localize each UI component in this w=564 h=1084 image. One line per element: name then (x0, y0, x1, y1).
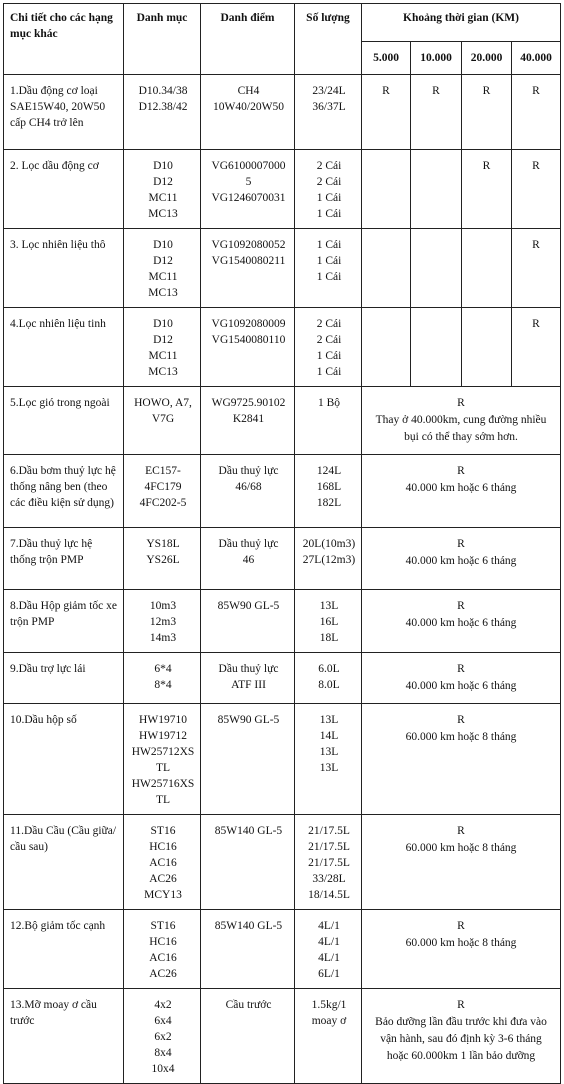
category-cell (124, 590, 201, 653)
header-km-40000: 40.000 (512, 42, 561, 75)
header-category: Danh mục (124, 4, 201, 75)
interval-note-line: 60.000 km hoặc 8 tháng (405, 731, 517, 743)
category-line: D12 (153, 176, 173, 188)
table-row (4, 229, 561, 308)
quantity-line: 13L (319, 714, 339, 726)
item-cell: 3. Lọc nhiên liệu thô (4, 229, 124, 308)
spec-line: Cầu trước (225, 999, 272, 1011)
interval-note-line: R (457, 663, 465, 675)
quantity-line: 1 Cái (316, 208, 342, 220)
category-line: HOWO, A7, (134, 397, 192, 409)
header-km-5000: 5.000 (362, 42, 411, 75)
quantity-line: 6.0L (318, 663, 340, 675)
spec-line: 5 (245, 176, 252, 188)
spec-line: 85W140 GL-5 (214, 825, 283, 837)
category-line: 6x4 (154, 1015, 172, 1027)
category-line: 4x2 (154, 999, 172, 1011)
category-line: AC26 (149, 873, 177, 885)
spec-line: CH4 (237, 85, 260, 97)
spec-line: VG6100007000 (211, 160, 286, 172)
category-line: D10 (153, 239, 173, 251)
table-row (4, 75, 561, 150)
category-line: 4FC202-5 (139, 497, 187, 509)
spec-cell (201, 704, 295, 815)
spec-cell (201, 150, 295, 229)
category-line: TL (155, 794, 171, 806)
spec-cell (201, 590, 295, 653)
category-line: D12 (153, 334, 173, 346)
category-line: EC157- (145, 465, 181, 477)
table-row (4, 989, 561, 1084)
interval-mark-cell (411, 308, 462, 387)
spec-cell (201, 653, 295, 704)
item-cell: 1.Dầu động cơ loại SAE15W40, 20W50 cấp CH4 trở lên (4, 75, 124, 150)
interval-mark-cell: R (362, 75, 411, 150)
item-cell: 8.Dầu Hộp giảm tốc xe trộn PMP (4, 590, 124, 653)
quantity-cell (295, 150, 362, 229)
category-line: 8*4 (154, 679, 172, 691)
interval-note-line: R (457, 538, 465, 550)
category-line: 14m3 (149, 632, 177, 644)
spec-line: VG1540080110 (211, 334, 286, 346)
item-cell: 10.Dầu hộp số (4, 704, 124, 815)
quantity-line: 23/24L (312, 85, 346, 97)
interval-mark-cell (462, 308, 512, 387)
item-cell: 4.Lọc nhiên liệu tinh (4, 308, 124, 387)
category-cell (124, 815, 201, 910)
quantity-line: 2 Cái (316, 160, 342, 172)
spec-line: 46/68 (235, 481, 262, 493)
spec-cell (201, 455, 295, 528)
header-km-20000: 20.000 (462, 42, 512, 75)
category-line: HW25712XS (131, 746, 195, 758)
category-line: 12m3 (149, 616, 177, 628)
interval-mark-cell (362, 308, 411, 387)
interval-note-line: 40.000 km hoặc 6 tháng (405, 555, 517, 567)
table-row (4, 815, 561, 910)
category-line: 6*4 (154, 663, 172, 675)
item-cell: 13.Mỡ moay ơ cầu trước (4, 989, 124, 1084)
interval-note-line: 40.000 km hoặc 6 tháng (405, 482, 517, 494)
quantity-line: 13L (319, 746, 339, 758)
quantity-line: 18/14.5L (308, 889, 350, 901)
table-row (4, 455, 561, 528)
header-row (4, 4, 561, 42)
category-line: MCY13 (144, 889, 182, 901)
quantity-cell (295, 387, 362, 455)
spec-line: WG9725.90102 (211, 397, 286, 409)
quantity-line: 14L (319, 730, 339, 742)
category-line: HW25716XS (131, 778, 195, 790)
interval-note-cell (362, 528, 561, 590)
spec-line: Dầu thuỷ lực (218, 663, 279, 675)
spec-line: VG1092080009 (211, 318, 286, 330)
category-line: MC13 (148, 366, 178, 378)
category-line: 10m3 (149, 600, 177, 612)
table-row (4, 308, 561, 387)
quantity-line: 1 Bộ (317, 397, 341, 409)
quantity-cell (295, 229, 362, 308)
category-line: 6x2 (154, 1031, 172, 1043)
quantity-line: 27L(12m3) (302, 554, 356, 566)
category-line: HC16 (149, 841, 177, 853)
header-item: Chi tiết cho các hạng mục khác (4, 4, 124, 75)
interval-note-line: 60.000 km hoặc 8 tháng (405, 842, 517, 854)
category-cell (124, 989, 201, 1084)
category-cell (124, 910, 201, 989)
table-row (4, 387, 561, 455)
interval-note-cell (362, 910, 561, 989)
category-line: MC11 (148, 271, 178, 283)
quantity-line: 1 Cái (316, 255, 342, 267)
interval-note-line: 40.000 km hoặc 6 tháng (405, 680, 517, 692)
interval-note-cell (362, 455, 561, 528)
spec-line: ATF III (231, 679, 266, 691)
interval-mark-cell: R (512, 308, 561, 387)
interval-note-line: Bảo dưỡng lần đầu trước khi đưa vào (375, 1016, 547, 1028)
quantity-line: 1 Cái (316, 192, 342, 204)
quantity-cell (295, 308, 362, 387)
table-row (4, 590, 561, 653)
quantity-line: 8.0L (318, 679, 340, 691)
quantity-line: 36/37L (312, 101, 346, 113)
interval-note-line: R (457, 397, 465, 409)
interval-note-cell (362, 704, 561, 815)
category-line: TL (155, 762, 171, 774)
item-cell: 9.Dầu trợ lực lái (4, 653, 124, 704)
spec-line: 85W90 GL-5 (217, 600, 280, 612)
header-interval: Khoảng thời gian (KM) (362, 4, 561, 42)
item-cell: 7.Dầu thuỷ lực hệ thống trộn PMP (4, 528, 124, 590)
interval-note-line: bụi có thể thay sớm hơn. (404, 431, 518, 443)
category-line: D12.38/42 (138, 101, 188, 113)
spec-line: VG1540080211 (211, 255, 286, 267)
category-line: ST16 (150, 825, 176, 837)
category-cell (124, 455, 201, 528)
category-cell (124, 75, 201, 150)
quantity-line: 2 Cái (316, 318, 342, 330)
spec-line: VG1246070031 (211, 192, 286, 204)
quantity-cell (295, 989, 362, 1084)
interval-mark-cell: R (462, 150, 512, 229)
interval-note-cell (362, 590, 561, 653)
quantity-cell (295, 528, 362, 590)
interval-mark-cell: R (512, 229, 561, 308)
spec-line: VG1092080052 (211, 239, 286, 251)
interval-mark-cell: R (411, 75, 462, 150)
category-line: HC16 (149, 936, 177, 948)
spec-cell (201, 308, 295, 387)
quantity-line: 182L (316, 497, 342, 509)
interval-note-line: R (457, 999, 465, 1011)
spec-line: Dầu thuỷ lực (218, 465, 279, 477)
quantity-cell (295, 815, 362, 910)
item-cell: 11.Dầu Cầu (Cầu giữa/ cầu sau) (4, 815, 124, 910)
category-line: YS18L (146, 538, 180, 550)
quantity-line: 168L (316, 481, 342, 493)
quantity-line: 21/17.5L (308, 857, 350, 869)
spec-line: 10W40/20W50 (213, 101, 284, 113)
spec-cell (201, 528, 295, 590)
quantity-line: 1 Cái (316, 271, 342, 283)
spec-line: 85W90 GL-5 (217, 714, 280, 726)
interval-note-line: hoặc 60.000km 1 lần bảo dưỡng (386, 1050, 536, 1062)
quantity-line: 2 Cái (316, 334, 342, 346)
quantity-line: 18L (319, 632, 339, 644)
interval-mark-cell: R (512, 75, 561, 150)
table-row (4, 150, 561, 229)
interval-mark-cell: R (462, 75, 512, 150)
interval-note-cell (362, 387, 561, 455)
item-cell: 2. Lọc dầu động cơ (4, 150, 124, 229)
quantity-cell (295, 75, 362, 150)
category-line: D12 (153, 255, 173, 267)
quantity-cell (295, 455, 362, 528)
spec-line: K2841 (232, 413, 265, 425)
item-cell: 6.Dầu bơm thuỷ lực hệ thống nâng ben (theo các điều kiện sử dụng) (4, 455, 124, 528)
quantity-line: 6L/1 (318, 968, 340, 980)
interval-mark-cell (411, 229, 462, 308)
quantity-cell (295, 653, 362, 704)
category-cell (124, 229, 201, 308)
category-line: AC16 (149, 857, 177, 869)
interval-note-cell (362, 815, 561, 910)
quantity-line: 124L (316, 465, 342, 477)
interval-note-line: R (457, 465, 465, 477)
category-cell (124, 308, 201, 387)
table-row (4, 528, 561, 590)
spec-line: Dầu thuỷ lực (218, 538, 279, 550)
interval-note-line: R (457, 714, 465, 726)
interval-mark-cell (411, 150, 462, 229)
interval-note-line: 40.000 km hoặc 6 tháng (405, 617, 517, 629)
header-spec: Danh điểm (201, 4, 295, 75)
quantity-line: 1 Cái (316, 239, 342, 251)
quantity-line: 13L (319, 762, 339, 774)
category-line: D10 (153, 160, 173, 172)
category-line: MC13 (148, 287, 178, 299)
quantity-cell (295, 590, 362, 653)
category-cell (124, 150, 201, 229)
category-line: 4FC179 (144, 481, 182, 493)
interval-mark-cell (362, 150, 411, 229)
category-line: D10 (153, 318, 173, 330)
maintenance-table (3, 3, 561, 1084)
quantity-line: 1 Cái (316, 366, 342, 378)
quantity-line: 16L (319, 616, 339, 628)
interval-mark-cell: R (512, 150, 561, 229)
interval-note-line: R (457, 920, 465, 932)
quantity-line: 1.5kg/1 (311, 999, 347, 1011)
interval-note-cell (362, 989, 561, 1084)
table-row (4, 653, 561, 704)
spec-cell (201, 75, 295, 150)
category-line: V7G (151, 413, 175, 425)
table-row (4, 704, 561, 815)
category-line: AC26 (149, 968, 177, 980)
spec-line: 46 (242, 554, 255, 566)
interval-mark-cell (462, 229, 512, 308)
category-cell (124, 387, 201, 455)
category-line: MC11 (148, 192, 178, 204)
spec-cell (201, 229, 295, 308)
quantity-line: 20L(10m3) (302, 538, 356, 550)
spec-line: 85W140 GL-5 (214, 920, 283, 932)
quantity-cell (295, 704, 362, 815)
category-line: 8x4 (154, 1047, 172, 1059)
table-row (4, 910, 561, 989)
quantity-line: 4L/1 (318, 952, 340, 964)
interval-note-line: R (457, 600, 465, 612)
category-cell (124, 653, 201, 704)
spec-cell (201, 989, 295, 1084)
category-cell (124, 528, 201, 590)
quantity-line: 21/17.5L (308, 841, 350, 853)
quantity-line: 21/17.5L (308, 825, 350, 837)
category-line: MC11 (148, 350, 178, 362)
quantity-line: 4L/1 (318, 936, 340, 948)
interval-note-line: 60.000 km hoặc 8 tháng (405, 937, 517, 949)
quantity-line: moay ơ (311, 1015, 347, 1027)
spec-cell (201, 387, 295, 455)
category-line: HW19710 (139, 714, 187, 726)
header-km-10000: 10.000 (411, 42, 462, 75)
quantity-line: 1 Cái (316, 350, 342, 362)
quantity-line: 13L (319, 600, 339, 612)
category-line: 10x4 (151, 1063, 175, 1075)
interval-note-line: Thay ở 40.000km, cung đường nhiều (375, 414, 547, 426)
header-quantity: Số lượng (295, 4, 362, 75)
interval-note-cell (362, 653, 561, 704)
item-cell: 5.Lọc gió trong ngoài (4, 387, 124, 455)
interval-note-line: R (457, 825, 465, 837)
category-line: YS26L (146, 554, 180, 566)
category-line: D10.34/38 (138, 85, 188, 97)
interval-note-line: vận hành, sau đó định kỳ 3-6 tháng (380, 1033, 542, 1045)
interval-mark-cell (362, 229, 411, 308)
spec-cell (201, 815, 295, 910)
quantity-line: 2 Cái (316, 176, 342, 188)
category-line: AC16 (149, 952, 177, 964)
item-cell: 12.Bộ giảm tốc cạnh (4, 910, 124, 989)
quantity-line: 4L/1 (318, 920, 340, 932)
spec-cell (201, 910, 295, 989)
quantity-line: 33/28L (312, 873, 346, 885)
category-line: ST16 (150, 920, 176, 932)
quantity-cell (295, 910, 362, 989)
category-line: MC13 (148, 208, 178, 220)
category-cell (124, 704, 201, 815)
category-line: HW19712 (139, 730, 187, 742)
